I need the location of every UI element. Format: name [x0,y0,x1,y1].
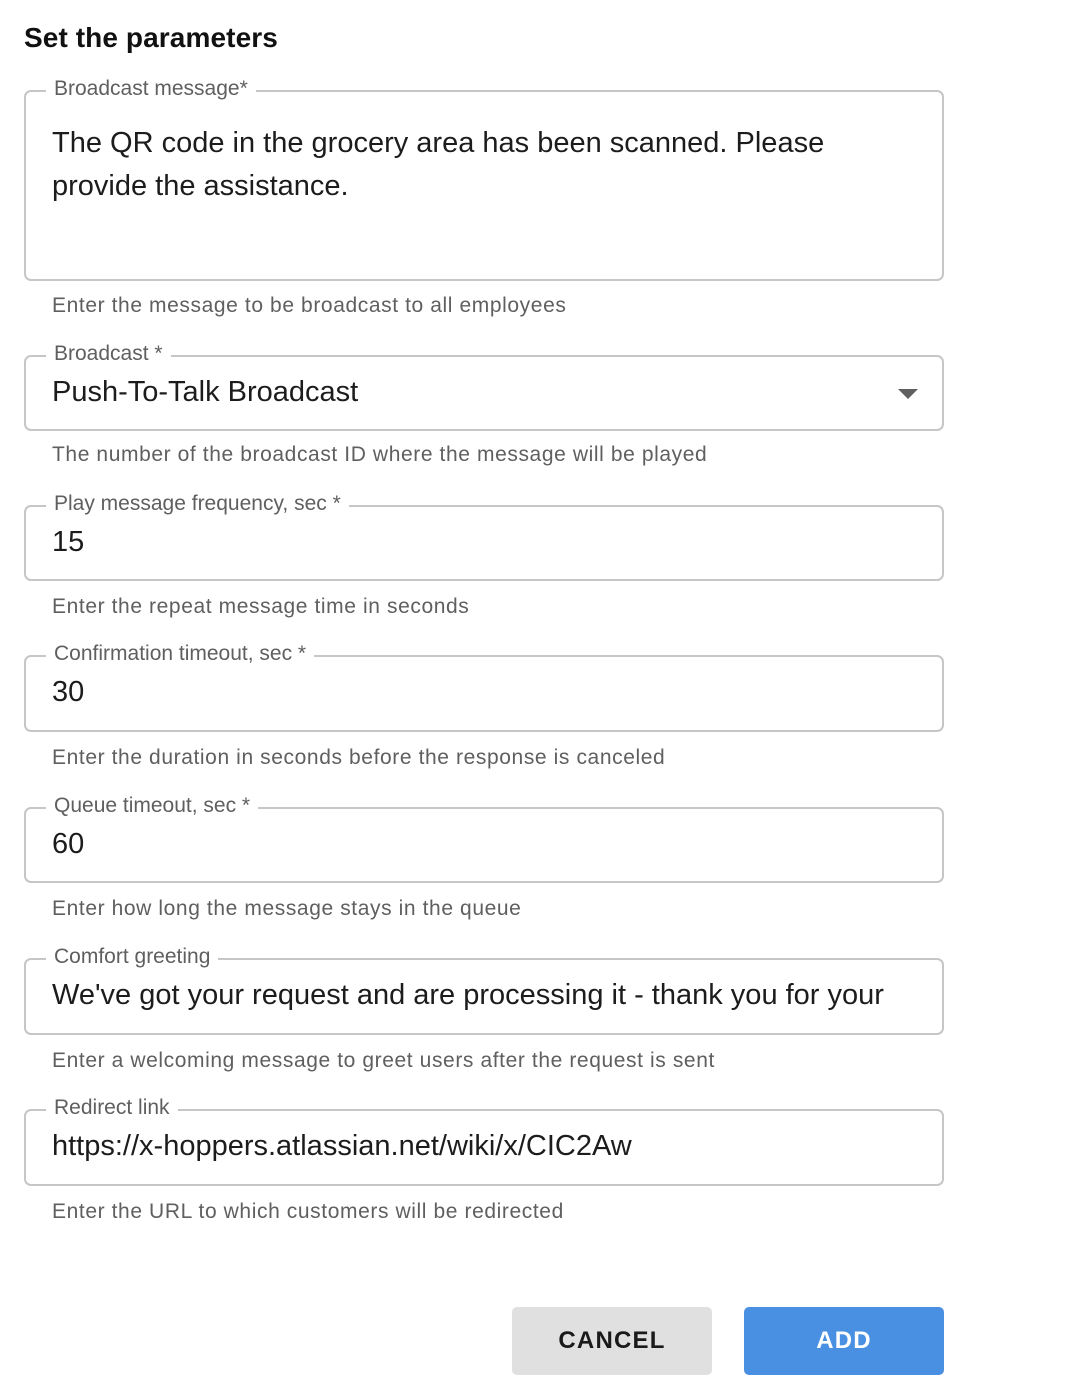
queue-timeout-input[interactable] [24,794,944,883]
redirect-link-label: Redirect link [46,1095,178,1121]
caret-down-icon[interactable] [898,389,918,399]
broadcast-message-value[interactable]: The QR code in the grocery area has been scanned. Please provide the assistance. [52,127,825,202]
queue-timeout-value[interactable]: 60 [52,828,85,860]
broadcast-selected-value[interactable]: Push-To-Talk Broadcast [52,376,359,408]
cancel-button[interactable]: CANCEL [512,1307,712,1375]
queue-timeout-helper: Enter how long the message stays in the queue [52,897,522,920]
queue-timeout-label: Queue timeout, sec * [46,793,258,819]
dialog-title: Set the parameters [24,22,278,53]
broadcast-select[interactable] [24,342,944,431]
play-frequency-value[interactable]: 15 [52,526,85,558]
confirmation-timeout-input[interactable] [24,642,944,732]
comfort-greeting-helper: Enter a welcoming message to greet users after the request is sent [52,1049,715,1072]
broadcast-message-helper: Enter the message to be broadcast to all employees [52,294,567,317]
confirmation-timeout-label: Confirmation timeout, sec * [46,641,314,667]
play-frequency-label: Play message frequency, sec * [46,491,349,517]
add-button[interactable]: ADD [744,1307,944,1375]
confirmation-timeout-helper: Enter the duration in seconds before the response is canceled [52,746,666,769]
redirect-link-value[interactable]: https://x-hoppers.atlassian.net/wiki/x/CIC2Aw [52,1130,632,1162]
comfort-greeting-label: Comfort greeting [46,944,218,970]
broadcast-message-textarea[interactable] [24,77,944,281]
confirmation-timeout-value[interactable]: 30 [52,676,85,708]
broadcast-message-label: Broadcast message* [46,76,256,102]
comfort-greeting-value[interactable]: We've got your request and are processing it - thank you for your [52,979,884,1011]
redirect-link-helper: Enter the URL to which customers will be redirected [52,1200,564,1223]
redirect-link-input[interactable] [24,1096,944,1186]
comfort-greeting-input[interactable] [24,945,944,1035]
broadcast-label: Broadcast * [46,341,171,367]
play-frequency-helper: Enter the repeat message time in seconds [52,595,470,618]
play-frequency-input[interactable] [24,492,944,581]
broadcast-helper: The number of the broadcast ID where the message will be played [52,443,708,466]
